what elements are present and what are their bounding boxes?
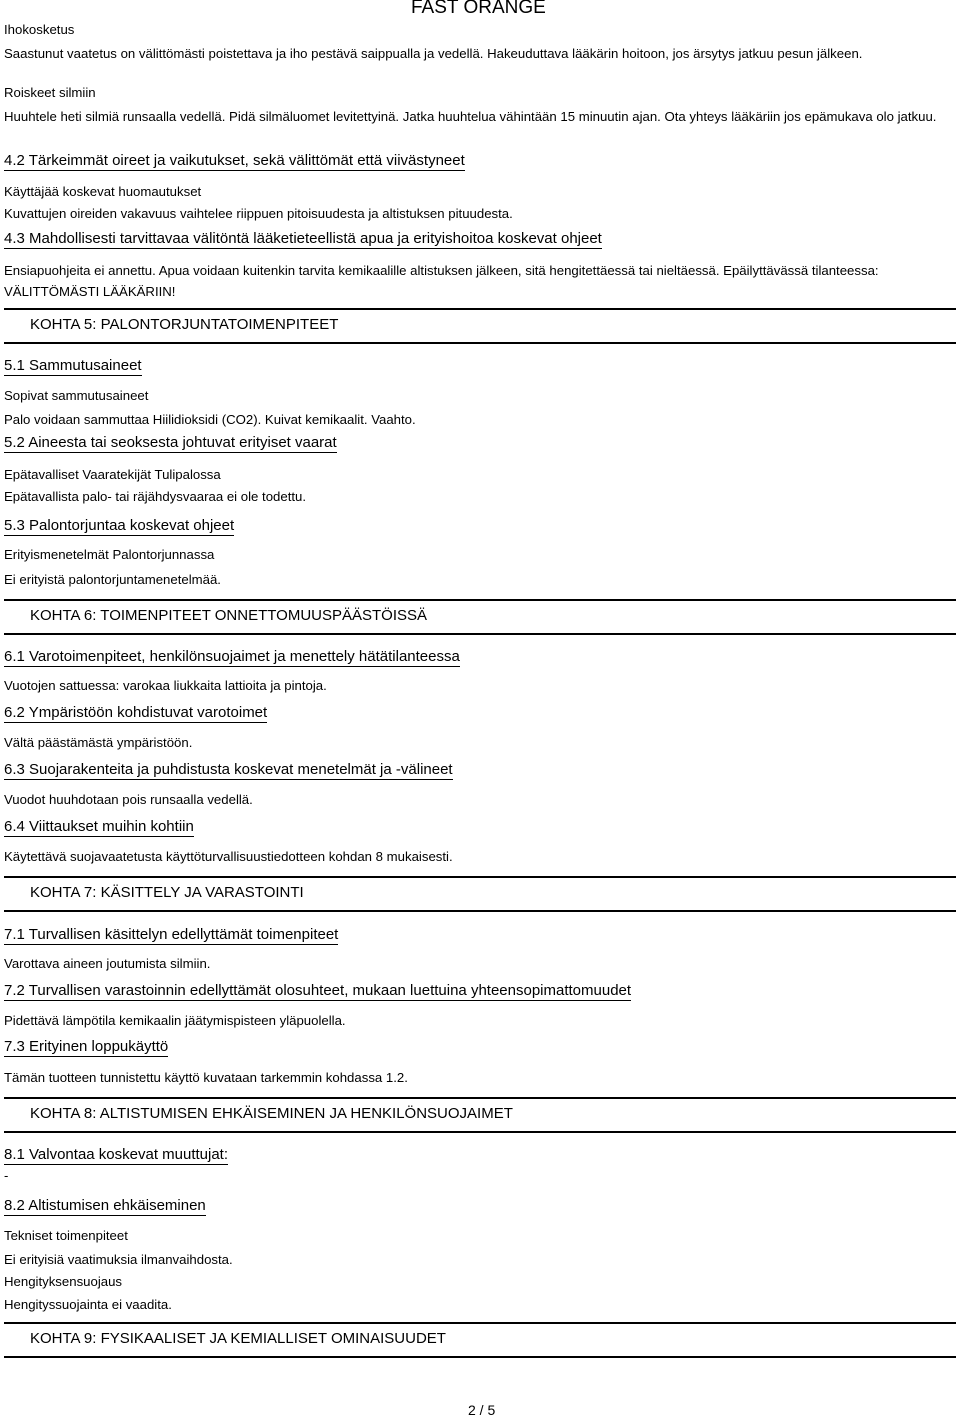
heading-7-2: 7.2 Turvallisen varastoinnin edellyttämät olosuhteet, mukaan luettuina yhteensopimattomuudet bbox=[4, 982, 632, 999]
skin-contact-label: Ihokosketus bbox=[4, 22, 75, 37]
hazard-text: Epätavallista palo- tai räjähdysvaaraa ei ole todettu. bbox=[4, 489, 307, 504]
heading-5-3: 5.3 Palontorjuntaa koskevat ohjeet bbox=[4, 517, 235, 534]
heading-8-2: 8.2 Altistumisen ehkäiseminen bbox=[4, 1197, 206, 1214]
text-7-1: Varottava aineen joutumista silmiin. bbox=[4, 956, 211, 971]
hazard-label: Epätavalliset Vaaratekijät Tulipalossa bbox=[4, 467, 221, 482]
text-7-3: Tämän tuotteen tunnistettu käyttö kuvataan tarkemmin kohdassa 1.2. bbox=[4, 1070, 408, 1085]
text-7-2: Pidettävä lämpötila kemikaalin jäätymispisteen yläpuolella. bbox=[4, 1013, 346, 1028]
section-7-header bbox=[4, 876, 956, 912]
section-6-title: KOHTA 6: TOIMENPITEET ONNETTOMUUSPÄÄSTÖISSÄ bbox=[30, 607, 428, 624]
section-5-title: KOHTA 5: PALONTORJUNTATOIMENPITEET bbox=[30, 316, 339, 333]
special-methods-label: Erityismenetelmät Palontorjunnassa bbox=[4, 547, 215, 562]
page-number: 2 / 5 bbox=[468, 1402, 496, 1418]
section-9-header bbox=[4, 1322, 956, 1358]
heading-6-3: 6.3 Suojarakenteita ja puhdistusta koskevat menetelmät ja -välineet bbox=[4, 761, 453, 778]
section-8-header bbox=[4, 1097, 956, 1133]
first-aid-text: Ensiapuohjeita ei annettu. Apua voidaan kuitenkin tarvita kemikaalille altistuksen jälkeen, sitä hengitettäessä tai nieltäessä. Epäilyttävässä tilanteessa: VÄLITTÖMÄSTI LÄÄKÄRIIN! bbox=[4, 263, 879, 299]
heading-6-4: 6.4 Viittaukset muihin kohtiin bbox=[4, 818, 194, 835]
heading-7-3: 7.3 Erityinen loppukäyttö bbox=[4, 1038, 169, 1055]
heading-6-2: 6.2 Ympäristöön kohdistuvat varotoimet bbox=[4, 704, 268, 721]
respiratory-label: Hengityksensuojaus bbox=[4, 1274, 123, 1289]
heading-6-1: 6.1 Varotoimenpiteet, henkilönsuojaimet ja menettely hätätilanteessa bbox=[4, 648, 460, 665]
technical-measures-text: Ei erityisiä vaatimuksia ilmanvaihdosta. bbox=[4, 1252, 233, 1267]
section-7-title: KOHTA 7: KÄSITTELY JA VARASTOINTI bbox=[30, 884, 304, 901]
skin-contact-text: Saastunut vaatetus on välittömästi poistettava ja iho pestävä saippualla ja vedellä. Hakeuduttava lääkärin hoitoon, jos ärsytys jatkuu pesun jälkeen. bbox=[4, 46, 863, 61]
eye-contact-label: Roiskeet silmiin bbox=[4, 85, 96, 100]
section-8-title: KOHTA 8: ALTISTUMISEN EHKÄISEMINEN JA HENKILÖNSUOJAIMET bbox=[30, 1105, 513, 1122]
heading-7-1: 7.1 Turvallisen käsittelyn edellyttämät toimenpiteet bbox=[4, 926, 339, 943]
eye-contact-text: Huuhtele heti silmiä runsaalla vedellä. Pidä silmäluomet levitettyinä. Jatka huuhtelua vähintään 15 minuutin ajan. Ota yhteys lääkäriin jos epämukava olo jatkuu. bbox=[4, 109, 937, 124]
suitable-media-label: Sopivat sammutusaineet bbox=[4, 388, 149, 403]
text-6-3: Vuodot huuhdotaan pois runsaalla vedellä. bbox=[4, 792, 253, 807]
heading-4-3: 4.3 Mahdollisesti tarvittavaa välitöntä lääketieteellistä apua ja erityishoitoa koskevat ohjeet bbox=[4, 230, 602, 247]
technical-measures-label: Tekniset toimenpiteet bbox=[4, 1228, 128, 1243]
section-6-header bbox=[4, 599, 956, 635]
heading-8-1: 8.1 Valvontaa koskevat muuttujat: bbox=[4, 1146, 229, 1163]
product-name: FAST ORANGE bbox=[411, 0, 546, 18]
control-parameters-dash: - bbox=[4, 1168, 9, 1183]
respiratory-text: Hengityssuojainta ei vaadita. bbox=[4, 1297, 172, 1312]
heading-5-1: 5.1 Sammutusaineet bbox=[4, 357, 142, 374]
suitable-media-text: Palo voidaan sammuttaa Hiilidioksidi (CO2). Kuivat kemikaalit. Vaahto. bbox=[4, 412, 416, 427]
symptoms-text: Kuvattujen oireiden vakavuus vaihtelee riippuen pitoisuudesta ja altistuksen pituudesta. bbox=[4, 206, 513, 221]
section-9-title: KOHTA 9: FYSIKAALISET JA KEMIALLISET OMINAISUUDET bbox=[30, 1330, 446, 1347]
text-6-2: Vältä päästämästä ympäristöön. bbox=[4, 735, 193, 750]
special-methods-text: Ei erityistä palontorjuntamenetelmää. bbox=[4, 572, 221, 587]
text-6-1: Vuotojen sattuessa: varokaa liukkaita lattioita ja pintoja. bbox=[4, 678, 327, 693]
section-5-header bbox=[4, 308, 956, 344]
user-notes-label: Käyttäjää koskevat huomautukset bbox=[4, 184, 202, 199]
heading-5-2: 5.2 Aineesta tai seoksesta johtuvat erityiset vaarat bbox=[4, 434, 337, 451]
text-6-4: Käytettävä suojavaatetusta käyttöturvallisuustiedotteen kohdan 8 mukaisesti. bbox=[4, 849, 453, 864]
heading-4-2: 4.2 Tärkeimmät oireet ja vaikutukset, sekä välittömät että viivästyneet bbox=[4, 152, 465, 169]
